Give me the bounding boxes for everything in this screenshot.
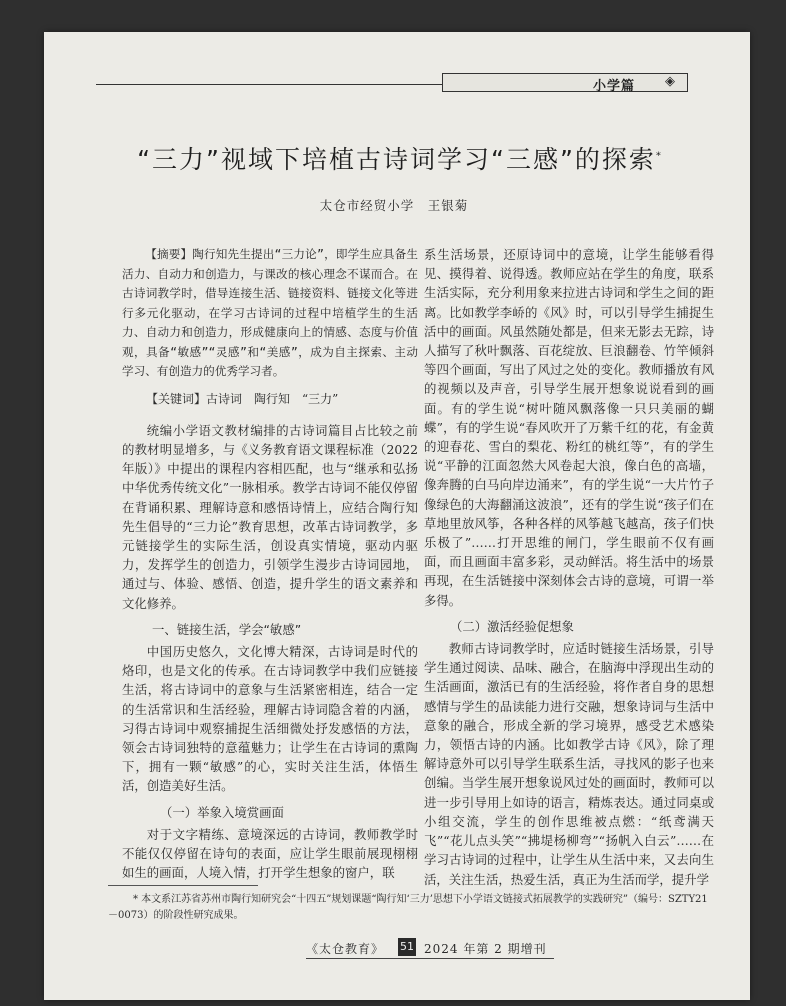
subsection1-paragraph-start: 对于文字精练、意境深远的古诗词，教师教学时不能仅仅停留在诗句的表面，应让学生眼前展现栩栩如生的画面，人境入情，打开学生想象的窗户，联 xyxy=(122,826,418,881)
abstract-text: 陶行知先生提出“三力论”，即学生应具备生活力、自动力和创造力，与课改的核心理念不谋而合。在古诗词教学时，借导连接生活、链接资料、链接文化等进行多元化驱动，在学习古诗词的过程中培植学生的生活力、自动力和创造力，形成健康向上的情感、态度与价值观，具备“敏感”“灵感”和“美感”，成为自主探索、主动学习、有创造力的优秀学习者。 xyxy=(122,247,418,378)
section-label: 小学篇 xyxy=(593,79,636,94)
footer-rule xyxy=(306,958,554,959)
abstract-label: 【摘要】 xyxy=(145,247,193,261)
issue-label: 2024 年第 2 期增刊 xyxy=(424,942,547,956)
right-column xyxy=(424,245,714,889)
subsection1-paragraph-continued: 系生活场景，还原诗词中的意境，让学生能够看得见、摸得着、说得透。教师应站在学生的角度，联系生活实际，充分利用象来拉进古诗词和学生之间的距离。比如教学李峤的《风》时，可以引导学生捕捉生活中的画面。风虽然随处都是，但来无影去无踪，诗人描写了秋叶飘落、百花绽放、巨浪翻卷、竹竿倾斜等四个画面，写出了风过之处的变化。教师播放有风的视频以及声音，引导学生展开想象说说看到的画面。有的学生说“树叶随风飘落像一只只美丽的蝴蝶”，有的学生说“春风吹开了万紫千红的花，有金黄的迎春花、雪白的梨花、粉红的桃红等”，有的学生说“平静的江面忽然大风卷起大浪，像白色的高墙，像奔腾的白马向岸边涌来”，有的学生说“一大片竹子像绿色的大海翻涌这波浪”，还有的学生说“孩子们在草地里放风筝，各种各样的风筝越飞越高，孩子们快乐极了”……打开思维的闸门，学生眼前不仅有画面，而且画面丰富多彩，灵动鲜活。将生活中的场景再现，在生活链接中深刻体会古诗的意境，可谓一举多得。 xyxy=(424,247,714,608)
abstract xyxy=(122,245,418,382)
page-number: 51 xyxy=(398,938,416,956)
title-footnote-mark: * xyxy=(655,150,663,162)
keywords-label: 【关键词】 xyxy=(146,391,207,406)
intro-paragraph: 统编小学语文教材编排的古诗词篇目占比较之前的教材明显增多，与《义务教育语文课程标准（2022年版）》中提出的课程内容相匹配，也与“继承和弘扬中华优秀传统文化”一脉相承。教学古诗词不能仅停留在背诵积累、理解诗意和感悟诗情上，应结合陶行知先生倡导的“三力论”教育思想，改革古诗词教学，多元链接学生的实际生活，创设真实情境，驱动内驱力，发挥学生的创造力，引领学生漫步古诗词园地，通过与、体验、感悟、创造，提升学生的语文素养和文化修养。 xyxy=(122,422,418,611)
section-heading-1: 一、链接生活，学会“敏感” xyxy=(152,621,302,637)
subsection-heading-2: （二）激活经验促想象 xyxy=(450,618,574,634)
subsection2-paragraph: 教师古诗词教学时，应适时链接生活场景，引导学生通过阅读、品味、融合，在脑海中浮现出生动的生活画面，激活已有的生活经验，将作者自身的思想感情与学生的品读能力进行交融，想象诗词与生活中意象的融合，形成全新的学习境界，感受艺术感染力，领悟古诗的内涵。比如教学古诗《风》，除了理解诗意外可以引导学生联系生活，寻找风的影子也来创编。当学生展开想象说风过处的画面时，教师可以进一步引导用上如诗的语言，精炼表达。通过同桌或小组交流，学生的创作思维被点燃：“纸鸢满天飞”“花儿点头笑”“拂堤杨柳弯”“扬帆入白云”……在学习古诗词的过程中，让学生从生活中来，又去向生活，关注生活，热爱生活，真正为生活而学，提升学 xyxy=(424,641,714,887)
section1-paragraph: 中国历史悠久，文化博大精深，古诗词是时代的烙印，也是文化的传承。在古诗词教学中我们应链接生活，将古诗词中的意象与生活紧密相连，结合一定的生活常识和生活经验，理解古诗词隐含着的内涵，习得古诗词中观察捕捉生活细微处抒发感悟的方法，领会古诗词独特的意蕴魅力；让学生在古诗词的熏陶下，拥有一颗“敏感”的心，实时关注生活，体悟生活，创造美好生活。 xyxy=(122,643,418,794)
footnote: * 本文系江苏省苏州市陶行知研究会“十四五”规划课题“陶行知‘三力’思想下小学语文链接式拓展教学的实践研究”（编号：SZTY21－0073）的阶段性研究成果。 xyxy=(108,894,708,921)
author-line: 太仓市经贸小学 王银菊 xyxy=(319,198,469,213)
footnote-rule xyxy=(108,885,258,886)
section-mark-icon: ◈ xyxy=(665,74,675,89)
left-column xyxy=(122,245,418,882)
keywords xyxy=(122,390,418,409)
keywords-text: 古诗词 陶行知 “三力” xyxy=(206,391,339,406)
article-title: “三力”视域下培植古诗词学习“三感”的探索* xyxy=(137,145,663,174)
subsection-heading-1: （一）举象入境赏画面 xyxy=(160,804,284,820)
magazine-name: 《太仓教育》 xyxy=(306,942,385,956)
page-footer xyxy=(306,938,556,958)
section-badge xyxy=(442,73,688,92)
journal-page xyxy=(44,32,750,1000)
